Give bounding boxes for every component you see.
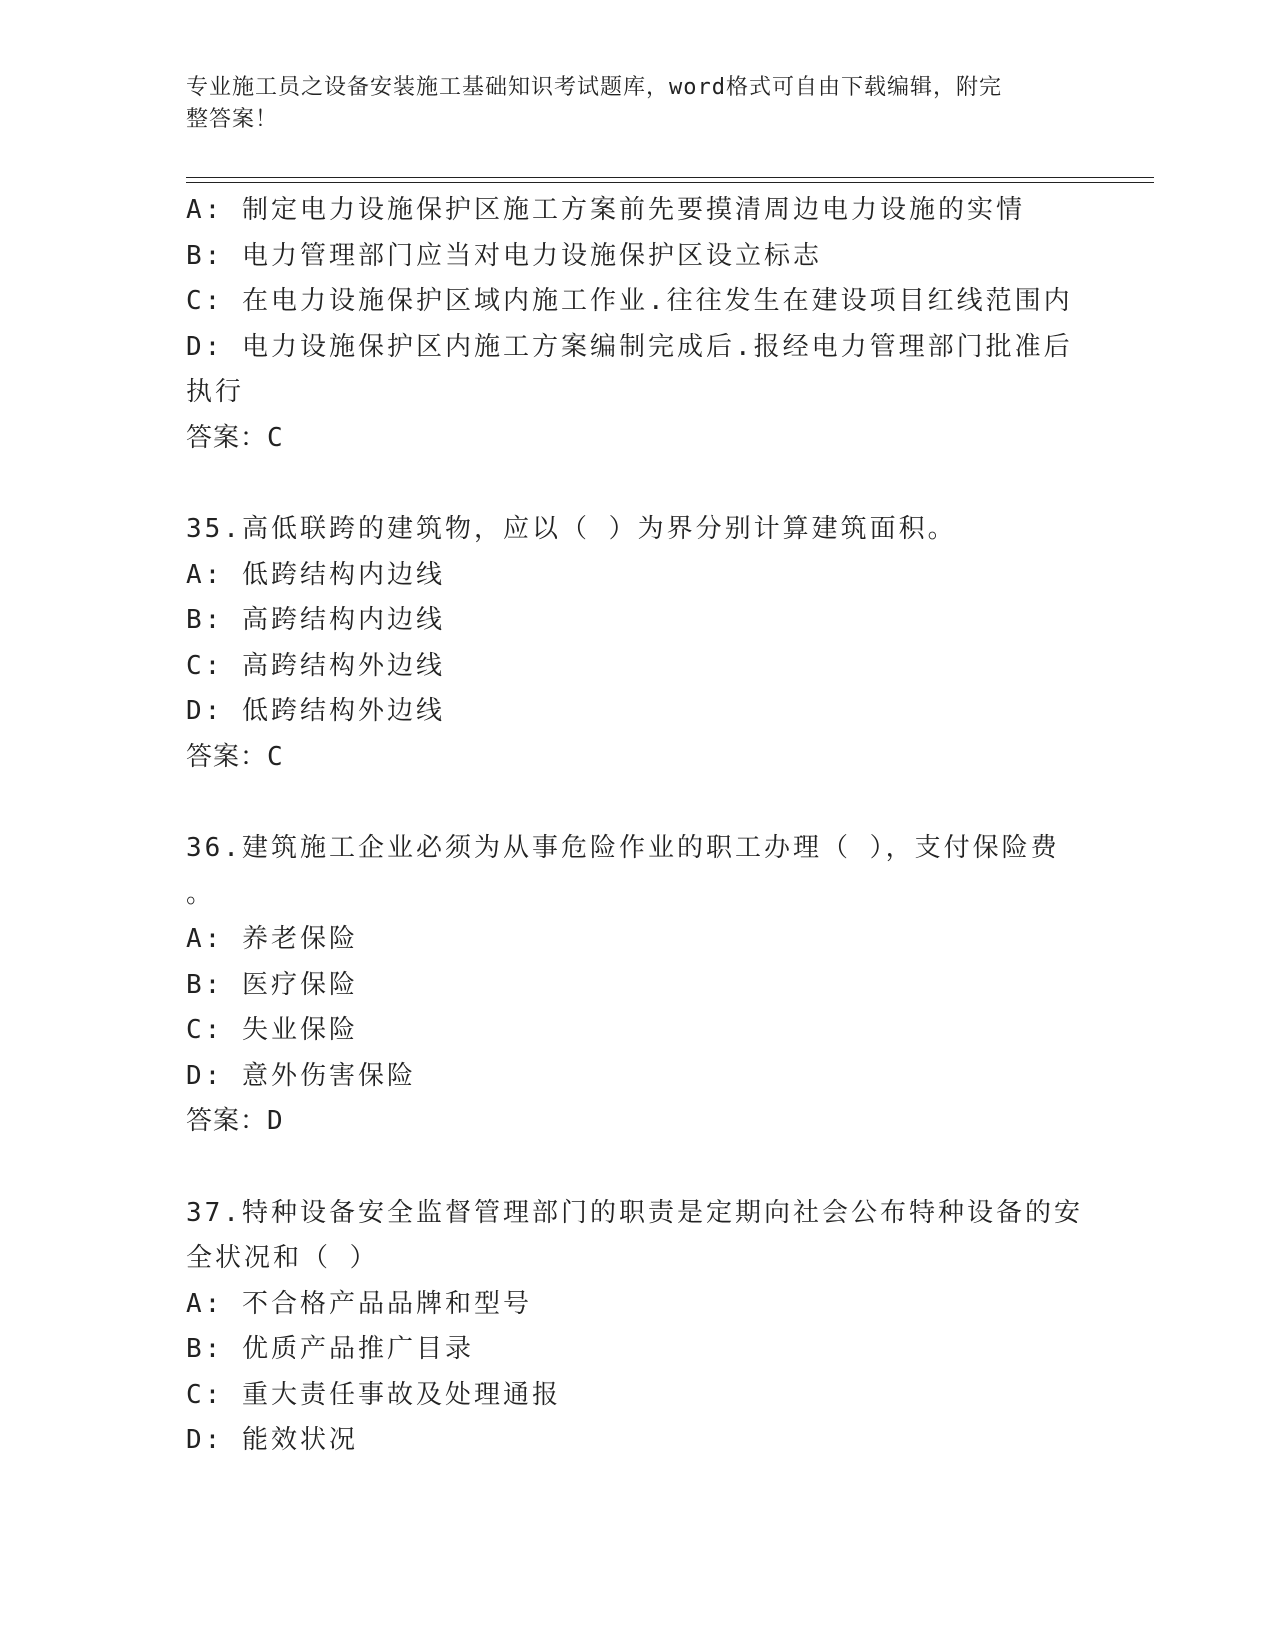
option-c: C: 重大责任事故及处理通报 (186, 1379, 561, 1410)
question-block-35 (186, 507, 1086, 780)
question-stem-continued: 全状况和（ ） (186, 1243, 379, 1273)
question-block-37 (186, 1191, 1086, 1464)
answer: 答案：D (186, 1106, 284, 1136)
header-line: 专业施工员之设备安装施工基础知识考试题库，word格式可自由下载编辑，附完 (186, 75, 1002, 100)
question-block-36 (186, 826, 1086, 1145)
option-c: C: 高跨结构外边线 (186, 650, 445, 681)
answer: 答案：C (186, 422, 284, 453)
option-a: A: 不合格产品品牌和型号 (186, 1288, 532, 1319)
option-a: A: 制定电力设施保护区施工方案前先要摸清周边电力设施的实情 (186, 195, 1025, 225)
question-stem: 37.特种设备安全监督管理部门的职责是定期向社会公布特种设备的安 (186, 1197, 1083, 1228)
option-c: C: 在电力设施保护区域内施工作业.往往发生在建设项目红线范围内 (186, 286, 1073, 316)
option-a: A: 低跨结构内边线 (186, 559, 445, 590)
option-b: B: 优质产品推广目录 (186, 1334, 474, 1364)
option-d: D: 意外伤害保险 (186, 1060, 416, 1091)
option-d-continued: 执行 (186, 377, 245, 407)
question-stem: 36.建筑施工企业必须为从事危险作业的职工办理（ ），支付保险费 (186, 833, 1060, 863)
question-block-prev (186, 188, 1086, 461)
option-c: C: 失业保险 (186, 1015, 358, 1045)
answer: 答案：C (186, 741, 284, 772)
option-d: D: 能效状况 (186, 1425, 358, 1455)
question-stem-continued: 。 (186, 878, 216, 909)
question-list (186, 188, 1086, 1464)
option-b: B: 医疗保险 (186, 969, 358, 1000)
option-b: B: 高跨结构内边线 (186, 605, 445, 635)
header-line: 整答案！ (186, 107, 279, 132)
option-d: D: 低跨结构外边线 (186, 696, 445, 726)
document-header (186, 72, 1066, 136)
option-a: A: 养老保险 (186, 924, 358, 954)
header-divider (186, 182, 1154, 183)
question-stem: 35.高低联跨的建筑物，应以（ ）为界分别计算建筑面积。 (186, 514, 957, 544)
option-b: B: 电力管理部门应当对电力设施保护区设立标志 (186, 240, 822, 271)
header-divider (186, 177, 1154, 178)
option-d: D: 电力设施保护区内施工方案编制完成后.报经电力管理部门批准后 (186, 331, 1073, 362)
